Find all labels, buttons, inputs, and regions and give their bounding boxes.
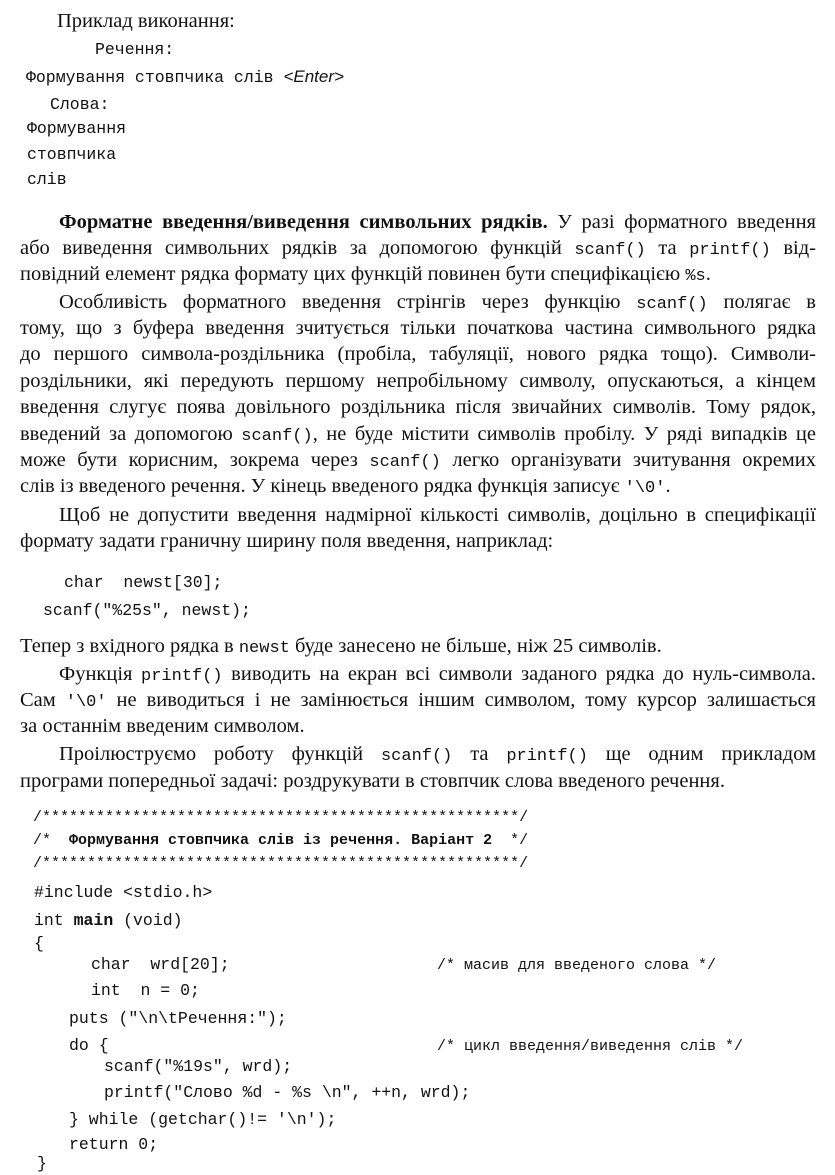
code-printf: printf() <box>141 667 223 686</box>
example-words-label: Слова: <box>50 95 110 114</box>
p2-line-5: введення слугує поява довільного роздільника після звичайних символів. Тому рядок, <box>20 396 816 418</box>
code-scanf: scanf() <box>369 453 441 472</box>
p1-text-2c: та <box>645 237 690 259</box>
program-stars-top: /*****************************************************/ <box>33 809 529 826</box>
p6-line-2: програми попередньої задачі: роздрукувати в стовпчик слова введеного речення. <box>20 770 725 792</box>
p2-line-1 <box>59 292 816 313</box>
program-main-signature <box>34 913 183 930</box>
p2-text-8c: . <box>665 475 671 497</box>
p5-line-3: за останнім введеним символом. <box>20 715 305 737</box>
p4-text-c: буде занесено не більше, ніж 25 символів. <box>289 635 662 657</box>
p5-text-2c: не виводиться і не замінюється іншим символом, тому курсор залишається <box>106 689 816 711</box>
comment-close: */ <box>492 832 529 849</box>
p2-text-1c: полягає в <box>707 291 816 313</box>
p1-line-2 <box>20 238 816 259</box>
p5-text-1a: Функція <box>59 663 142 685</box>
example-input-line <box>26 68 344 87</box>
p1-text-1: У разі форматного введення <box>547 211 816 233</box>
p1-text-3a: повідний елемент рядка формату цих функцій повинен бути специфікацією <box>20 263 686 285</box>
program-do: do { <box>69 1036 109 1055</box>
p2-text-6a: введений за допомогою <box>20 423 242 445</box>
p6-text-1a: Проілюструємо роботу функцій <box>59 743 381 765</box>
program-open-brace: { <box>34 934 44 953</box>
p2-text-7c: легко організувати зчитування окремих <box>440 449 816 471</box>
program-stars-bottom: /*****************************************************/ <box>33 855 529 872</box>
code-scanf: scanf() <box>574 241 646 260</box>
code-snippet-line-1: char newst[30]; <box>64 573 223 592</box>
p3-line-1: Щоб не допустити введення надмірної кількості символів, доцільно в специфікації <box>59 504 816 526</box>
p2-line-3: до першого символа-роздільника (пробіла, табуляції, нового рядка тощо). Символи- <box>20 343 816 365</box>
comment-open: /* <box>33 832 70 849</box>
code-printf: printf() <box>506 747 588 766</box>
p4-text-a: Тепер з вхідного рядка в <box>20 635 239 657</box>
p2-line-2: тому, що з буфера введення зчитується тільки початкова частина символьного рядка <box>20 317 816 339</box>
p2-line-7 <box>20 450 816 471</box>
program-printf: printf("Слово %d - %s \n", ++n, wrd); <box>104 1083 471 1102</box>
program-decl-wrd: char wrd[20]; <box>91 955 230 974</box>
program-close-brace: } <box>37 1154 47 1173</box>
p2-line-4: роздільники, які передують першому непробільному символу, опускаються, а кінцем <box>20 370 816 392</box>
program-decl-wrd-comment: /* масив для введеного слова */ <box>437 957 717 974</box>
code-null-char: '\0' <box>65 693 107 712</box>
example-word-1: Формування <box>27 119 127 138</box>
p1-line-1 <box>59 212 816 233</box>
p1-text-3c: . <box>705 263 711 285</box>
p2-text-8a: слів із введеного речення. У кінець введеного рядка функція записує <box>20 475 625 497</box>
program-decl-n: int n = 0; <box>91 981 200 1000</box>
code-format-s: %s <box>685 267 706 286</box>
code-snippet-line-2: scanf("%25s", newst); <box>43 601 251 620</box>
program-include: #include <stdio.h> <box>34 883 213 902</box>
code-newst: newst <box>238 639 290 658</box>
p2-line-8 <box>20 476 671 497</box>
p2-text-1a: Особливість форматного введення стрінгів через функцію <box>59 291 637 313</box>
example-prompt-label: Речення: <box>95 40 175 59</box>
p1-text-2e: від- <box>770 237 816 259</box>
program-comment-title <box>33 833 528 848</box>
code-scanf: scanf() <box>241 427 313 446</box>
main-name: main <box>73 911 114 930</box>
p1-line-3 <box>20 264 711 285</box>
p4-line <box>20 636 662 657</box>
p2-line-6 <box>20 424 816 445</box>
program-puts: puts ("\n\tРечення:"); <box>69 1009 287 1028</box>
section-title: Форматне введення/виведення символьних рядків. <box>59 211 548 233</box>
comment-title-text: Формування стовпчика слів із речення. Варіант 2 <box>69 832 493 849</box>
program-scanf: scanf("%19s", wrd); <box>104 1057 293 1076</box>
program-while: } while (getchar()!= '\n'); <box>69 1110 337 1129</box>
code-printf: printf() <box>689 241 771 260</box>
program-do-comment: /* цикл введення/виведення слів */ <box>437 1038 744 1055</box>
code-null-char: '\0' <box>624 479 666 498</box>
p1-text-2a: або виведення символьних рядків за допомогою функцій <box>20 237 575 259</box>
program-return: return 0; <box>69 1135 159 1154</box>
p2-text-6c: , не буде містити символів пробілу. У ряді випадків це <box>312 423 816 445</box>
p6-text-1e: ще одним прикладом <box>587 743 816 765</box>
example-word-2: стовпчика <box>27 145 117 164</box>
p5-text-2a: Сам <box>20 689 66 711</box>
p5-text-1c: виводить на екран всі символи заданого рядка до нуль-символа. <box>222 663 816 685</box>
code-scanf: scanf() <box>636 295 708 314</box>
main-int: int <box>34 911 74 930</box>
p5-line-1 <box>59 664 816 685</box>
p6-line-1 <box>59 744 816 765</box>
example-input-text: Формування стовпчика слів <box>26 68 284 87</box>
enter-key-label: <Enter> <box>283 67 344 86</box>
p5-line-2 <box>20 690 816 711</box>
p2-text-7a: може бути корисним, зокрема через <box>20 449 370 471</box>
code-scanf: scanf() <box>380 747 453 766</box>
example-heading: Приклад виконання: <box>57 10 235 32</box>
p3-line-2: формату задати граничну ширину поля введення, наприклад: <box>20 530 554 552</box>
main-rest: (void) <box>113 911 183 930</box>
example-word-3: слів <box>27 170 67 189</box>
p6-text-1c: та <box>452 743 507 765</box>
